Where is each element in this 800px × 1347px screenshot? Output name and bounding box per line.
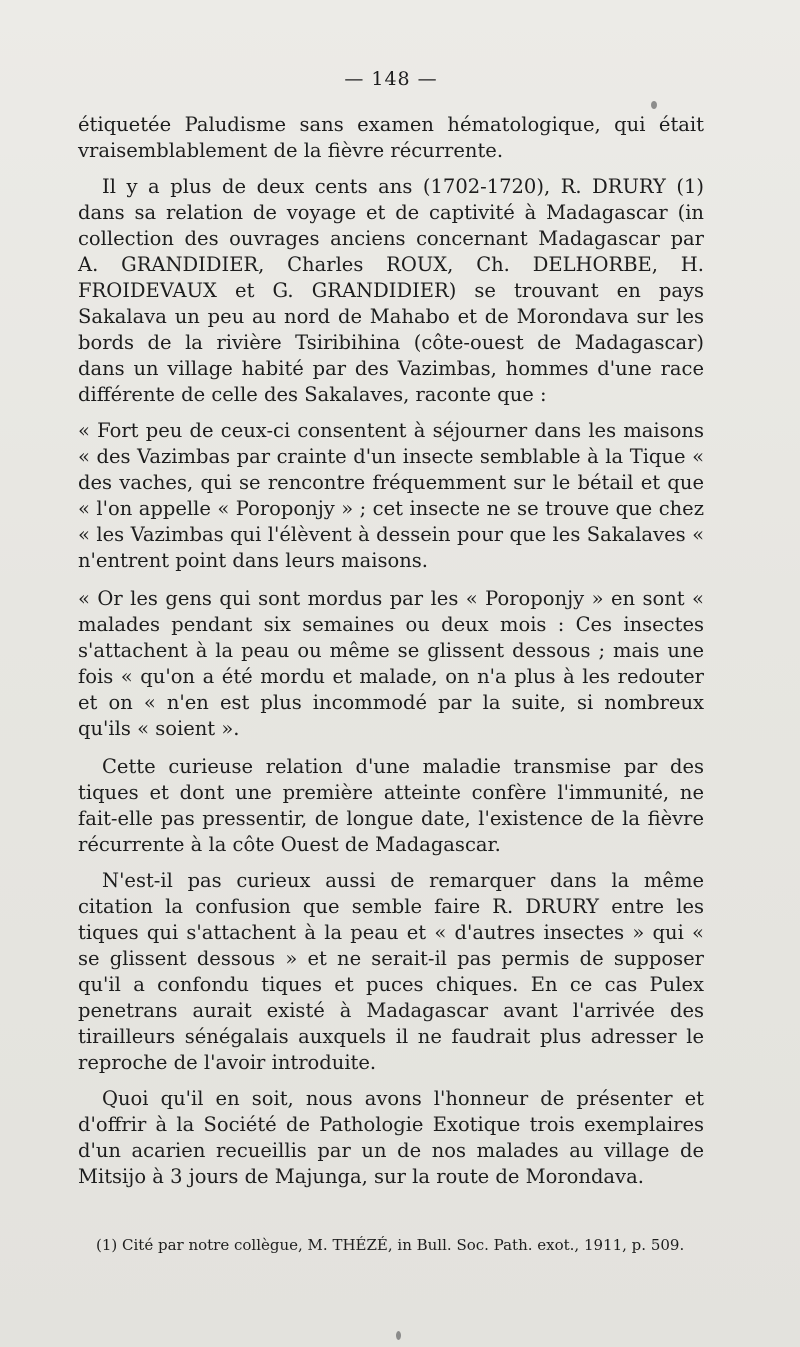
ink-spot-bottom [396, 1331, 401, 1340]
footnote: (1) Cité par notre collègue, M. THÉZÉ, in Bull. Soc. Path. exot., 1911, p. 509. [96, 1236, 685, 1254]
paragraph-3: Cette curieuse relation d'une maladie transmise par des tiques et dont une première atteinte confère l'immunité, ne fait-elle pas pressentir, de longue date, l'existence de la fièvre récurrente à la côte Ouest de Madagascar. [78, 755, 704, 856]
paragraph-4: N'est-il pas curieux aussi de remarquer dans la même citation la confusion que semble faire R. DRURY entre les tiques qui s'attachent à la peau et « d'autres insectes » qui « se glissent dessous » et ne serait-il pas permis de supposer qu'il a confondu tiques et puces chiques. En ce cas Pulex penetrans aurait existé à Madagascar avant l'arrivée des tirailleurs sénégalais auxquels il ne faudrait plus adresser le reproche de l'avoir introduite. [78, 869, 704, 1074]
page-number: — 148 — [344, 68, 438, 90]
quote-2: « Or les gens qui sont mordus par les « Poroponjy » en sont « malades pendant six semaines ou deux mois : Ces insectes s'attachent à la peau ou même se glissent dessous ; mais une fois « qu'on a été mordu et malade, on n'a plus à les redouter et on « n'en est plus incommodé par la suite, si nombreux qu'ils « soient ». [78, 587, 704, 740]
paragraph-2: Il y a plus de deux cents ans (1702-1720), R. DRURY (1) dans sa relation de voyage et de captivité à Madagascar (in collection des ouvrages anciens concernant Madagascar par A. GRANDIDIER, Charles ROUX, Ch. DELHORBE, H. FROIDEVAUX et G. GRANDIDIER) se trouvant en pays Sakalava un peu au nord de Mahabo et de Morondava sur les bords de la rivière Tsiribihina (côte-ouest de Madagascar) dans un village habité par des Vazimbas, hommes d'une race différente de celle des Sakalaves, raconte que : [78, 175, 704, 406]
paragraph-5: Quoi qu'il en soit, nous avons l'honneur de présenter et d'offrir à la Société de Pathologie Exotique trois exemplaires d'un acarien recueillis par un de nos malades au village de Mitsijo à 3 jours de Majunga, sur la route de Morondava. [78, 1087, 704, 1188]
ink-spot-top [651, 101, 657, 109]
paragraph-1: étiquetée Paludisme sans examen hématologique, qui était vraisemblablement de la fièvre récurrente. [78, 113, 704, 162]
quote-1: « Fort peu de ceux-ci consentent à séjourner dans les maisons « des Vazimbas par crainte d'un insecte semblable à la Tique « des vaches, qui se rencontre fréquemment sur le bétail et que « l'on appelle « Poroponjy » ; cet insecte ne se trouve que chez « les Vazimbas qui l'élèvent à dessein pour que les Sakalaves « n'entrent point dans leurs maisons. [78, 419, 704, 572]
